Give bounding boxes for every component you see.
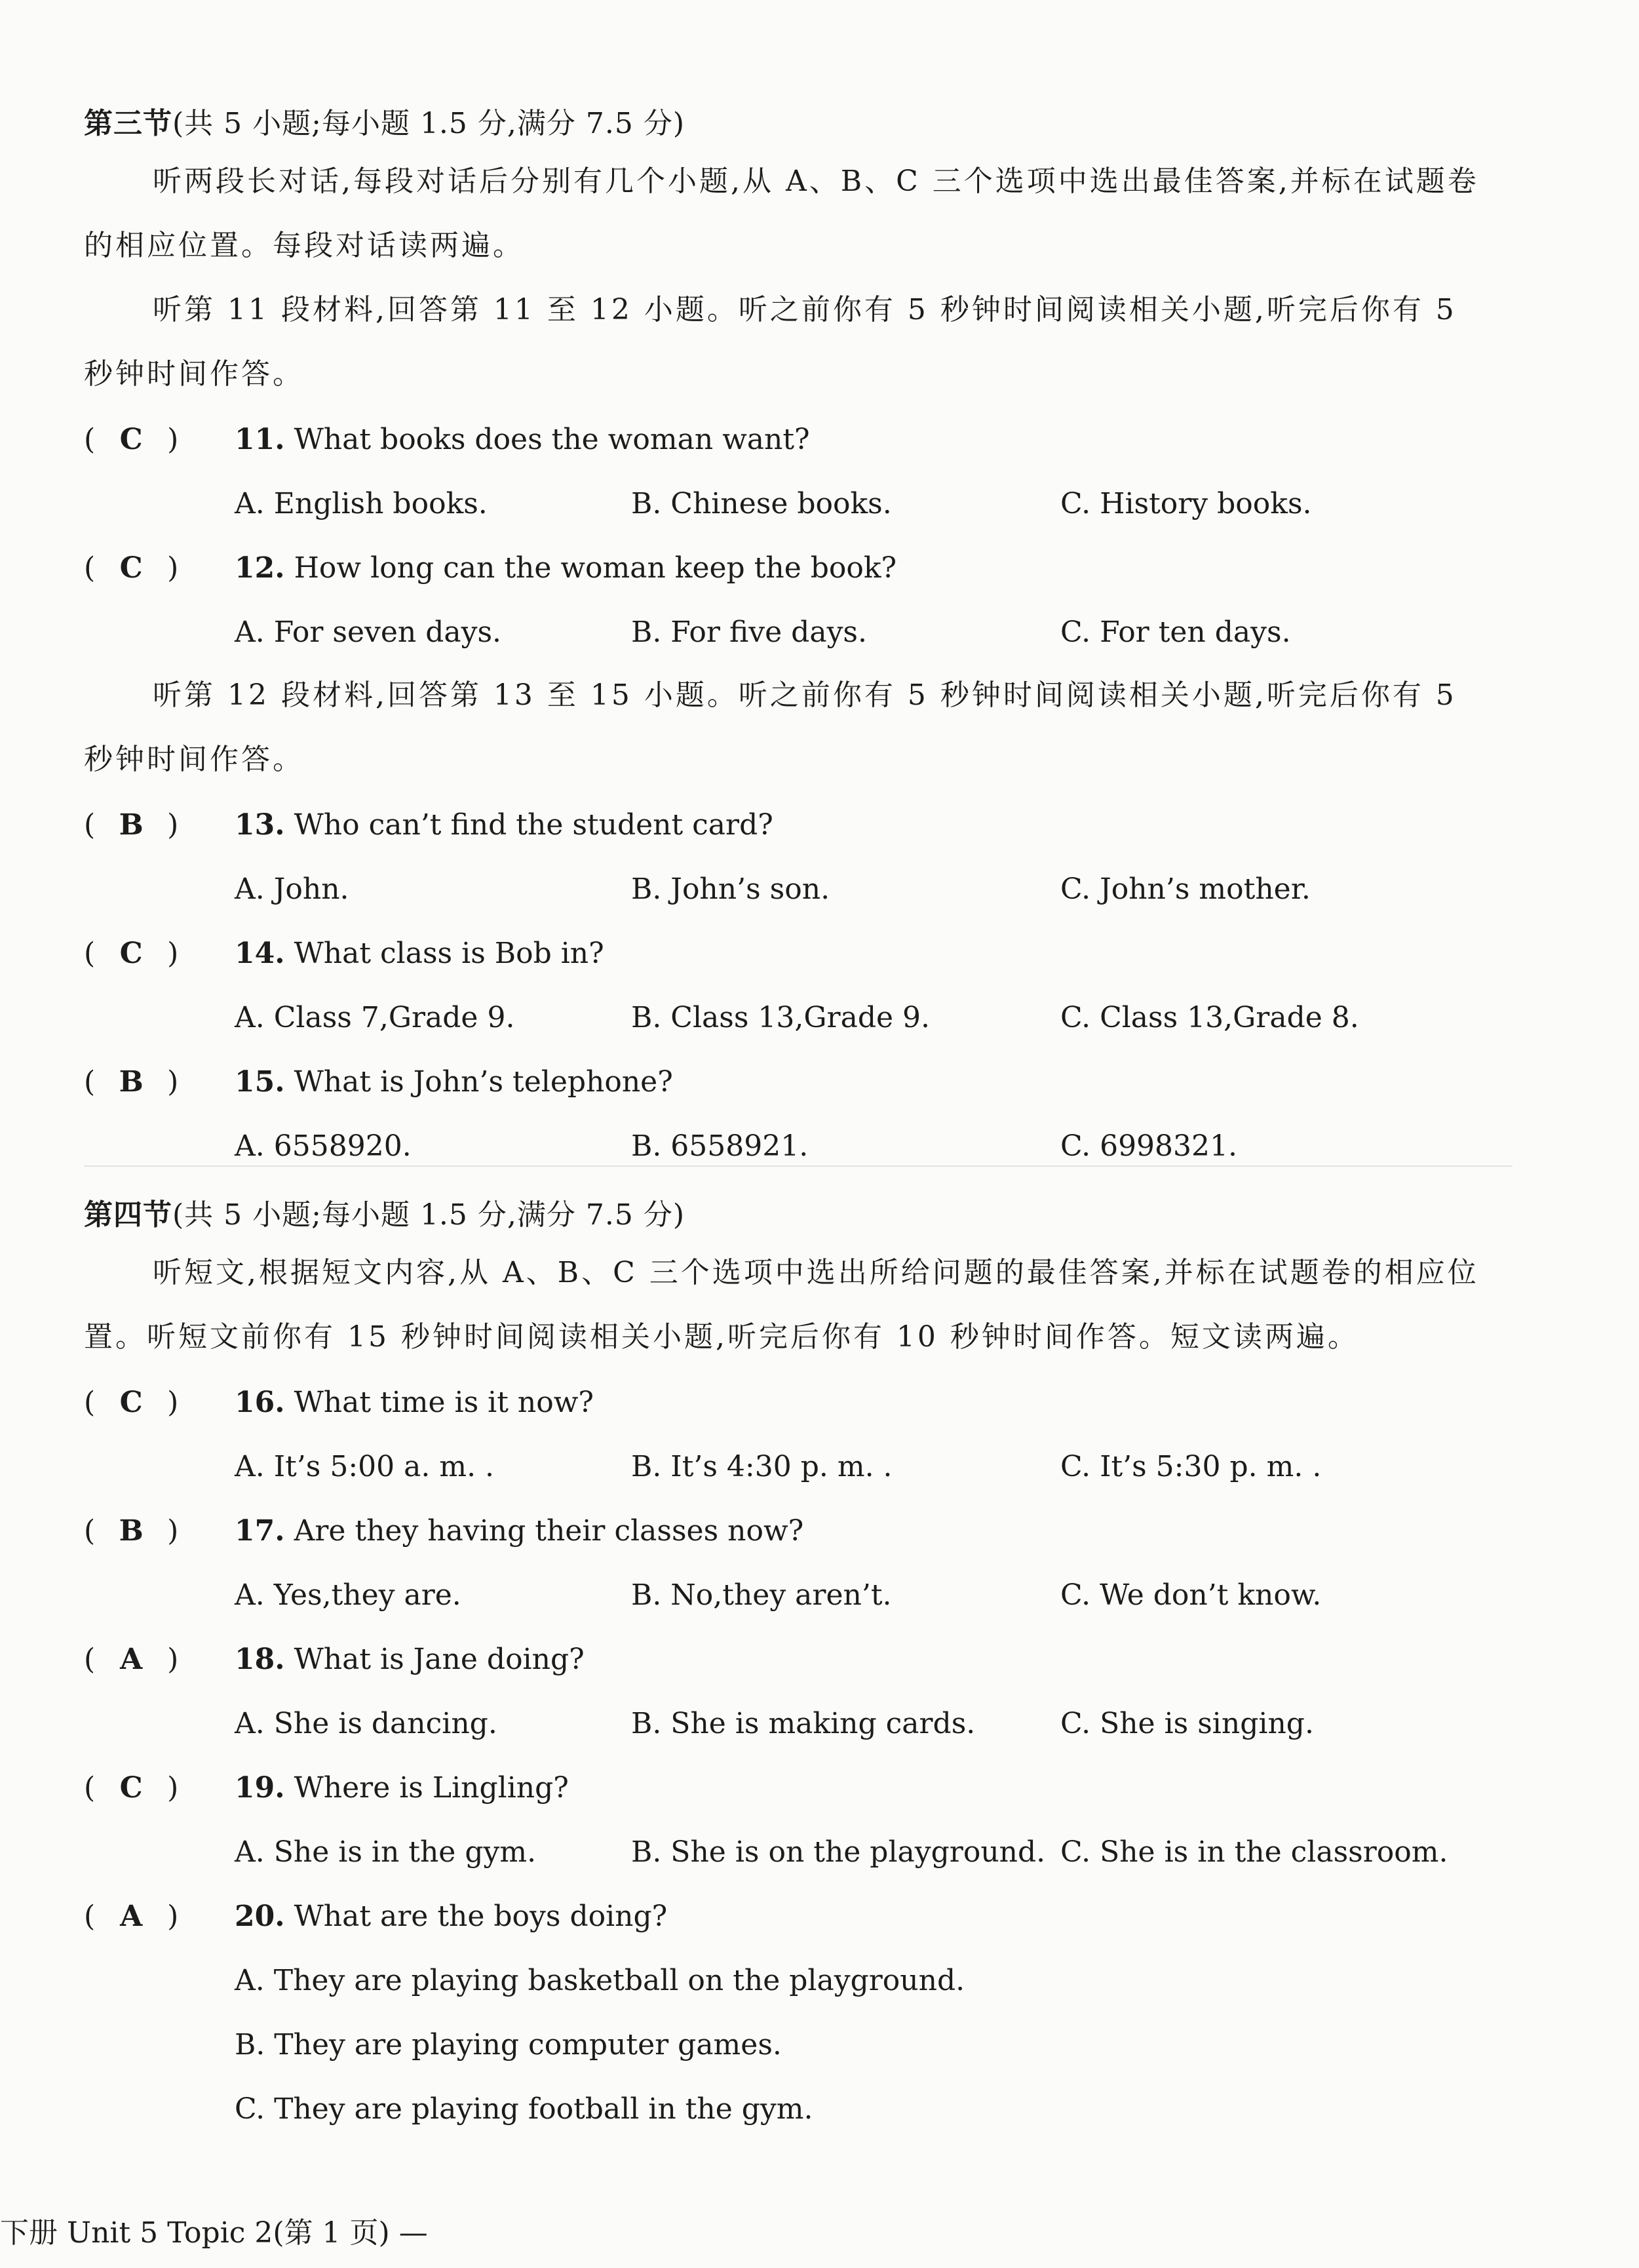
material11-instruction: 听第 11 段材料,回答第 11 至 12 小题。听之前你有 5 秒钟时间阅读相关小题,听完后你有 5 秒钟时间作答。: [84, 293, 1457, 391]
answer-letter: C: [119, 1386, 143, 1419]
answer-letter: B: [119, 1514, 144, 1548]
question-number: 13.: [235, 808, 285, 842]
material12-instruction: 听第 12 段材料,回答第 13 至 15 小题。听之前你有 5 秒钟时间阅读相关小题,听完后你有 5 秒钟时间作答。: [84, 678, 1457, 776]
option-a: A. Class 7,Grade 9.: [235, 1001, 515, 1034]
question-12: [84, 551, 897, 585]
option-b: B. She is on the playground.: [631, 1835, 1046, 1869]
answer-bracket: ( A ): [84, 1900, 179, 1933]
question-text: What are the boys doing?: [294, 1900, 668, 1933]
question-text: What class is Bob in?: [294, 937, 604, 970]
answer-bracket: ( B ): [84, 1514, 179, 1548]
option-c: C. John’s mother.: [1060, 872, 1311, 906]
option-a: A. They are playing basketball on the playground.: [235, 1964, 965, 1997]
question-number: 11.: [235, 423, 285, 456]
section4-heading: [84, 1191, 685, 1233]
option-c: C. For ten days.: [1060, 616, 1291, 649]
section4-detail: (共 5 小题;每小题 1.5 分,满分 7.5 分): [172, 1198, 685, 1232]
section-divider: [84, 1165, 1513, 1167]
option-a: A. She is in the gym.: [235, 1835, 537, 1869]
question-14: [84, 937, 604, 970]
section3-heading: [84, 100, 685, 142]
answer-bracket: ( C ): [84, 937, 179, 970]
question-number: 14.: [235, 937, 285, 970]
option-b: B. John’s son.: [631, 872, 830, 906]
answer-bracket: ( C ): [84, 1386, 179, 1419]
question-text: What is Jane doing?: [294, 1643, 585, 1676]
option-c: C. History books.: [1060, 487, 1312, 520]
option-c: C. Class 13,Grade 8.: [1060, 1001, 1359, 1034]
answer-letter: A: [120, 1900, 143, 1933]
question-number: 16.: [235, 1386, 285, 1419]
option-b: B. 6558921.: [631, 1129, 809, 1163]
answer-letter: B: [119, 808, 144, 842]
section4-instruction: 听短文,根据短文内容,从 A、B、C 三个选项中选出所给问题的最佳答案,并标在试题卷的相应位置。听短文前你有 15 秒钟时间阅读相关小题,听完后你有 10 秒钟时间作答。短文读两遍。: [84, 1256, 1479, 1354]
question-13: [84, 808, 773, 842]
option-b: B. They are playing computer games.: [235, 2028, 782, 2062]
option-c: C. She is singing.: [1060, 1707, 1314, 1740]
option-a: A. Yes,they are.: [235, 1578, 461, 1612]
answer-bracket: ( C ): [84, 423, 179, 456]
option-b: B. Class 13,Grade 9.: [631, 1001, 930, 1034]
question-17: [84, 1514, 803, 1548]
option-a: A. For seven days.: [235, 616, 502, 649]
option-c: C. She is in the classroom.: [1060, 1835, 1448, 1869]
question-16: [84, 1386, 594, 1419]
option-a: A. She is dancing.: [235, 1707, 497, 1740]
option-a: A. English books.: [235, 487, 488, 520]
question-19: [84, 1771, 569, 1805]
answer-bracket: ( A ): [84, 1643, 179, 1676]
question-number: 20.: [235, 1900, 285, 1933]
question-text: How long can the woman keep the book?: [294, 551, 897, 585]
section3-instruction: 听两段长对话,每段对话后分别有几个小题,从 A、B、C 三个选项中选出最佳答案,并标在试题卷的相应位置。每段对话读两遍。: [84, 165, 1479, 262]
option-b: B. For five days.: [631, 616, 867, 649]
question-20: [84, 1900, 667, 1933]
question-text: Where is Lingling?: [294, 1771, 569, 1805]
question-text: Are they having their classes now?: [294, 1514, 804, 1548]
option-b: B. No,they aren’t.: [631, 1578, 892, 1612]
option-c: C. It’s 5:30 p. m. .: [1060, 1450, 1322, 1483]
option-b: B. She is making cards.: [631, 1707, 976, 1740]
option-b: B. Chinese books.: [631, 487, 892, 520]
page-footer: 下册 Unit 5 Topic 2(第 1 页) —: [0, 2216, 428, 2250]
section3-title: 第三节: [84, 107, 172, 140]
question-text: What books does the woman want?: [294, 423, 810, 456]
question-number: 19.: [235, 1771, 285, 1805]
answer-letter: C: [119, 551, 143, 585]
question-number: 12.: [235, 551, 285, 585]
option-a: A. 6558920.: [235, 1129, 412, 1163]
option-b: B. It’s 4:30 p. m. .: [631, 1450, 893, 1483]
question-text: Who can’t find the student card?: [294, 808, 773, 842]
answer-bracket: ( B ): [84, 1065, 179, 1099]
answer-letter: C: [119, 1771, 143, 1805]
answer-letter: C: [119, 423, 143, 456]
section4-title: 第四节: [84, 1198, 172, 1232]
option-c: C. We don’t know.: [1060, 1578, 1322, 1612]
option-c: C. 6998321.: [1060, 1129, 1238, 1163]
question-number: 18.: [235, 1643, 285, 1676]
option-a: A. John.: [235, 872, 349, 906]
option-c: C. They are playing football in the gym.: [235, 2092, 813, 2126]
answer-letter: A: [120, 1643, 143, 1676]
question-18: [84, 1643, 585, 1676]
answer-bracket: ( C ): [84, 1771, 179, 1805]
answer-letter: C: [119, 937, 143, 970]
question-number: 15.: [235, 1065, 285, 1099]
question-11: [84, 423, 810, 456]
section3-detail: (共 5 小题;每小题 1.5 分,满分 7.5 分): [172, 107, 685, 140]
question-number: 17.: [235, 1514, 285, 1548]
answer-bracket: ( C ): [84, 551, 179, 585]
question-text: What is John’s telephone?: [294, 1065, 673, 1099]
answer-letter: B: [119, 1065, 144, 1099]
question-text: What time is it now?: [294, 1386, 594, 1419]
answer-bracket: ( B ): [84, 808, 179, 842]
option-a: A. It’s 5:00 a. m. .: [235, 1450, 495, 1483]
question-15: [84, 1065, 673, 1099]
